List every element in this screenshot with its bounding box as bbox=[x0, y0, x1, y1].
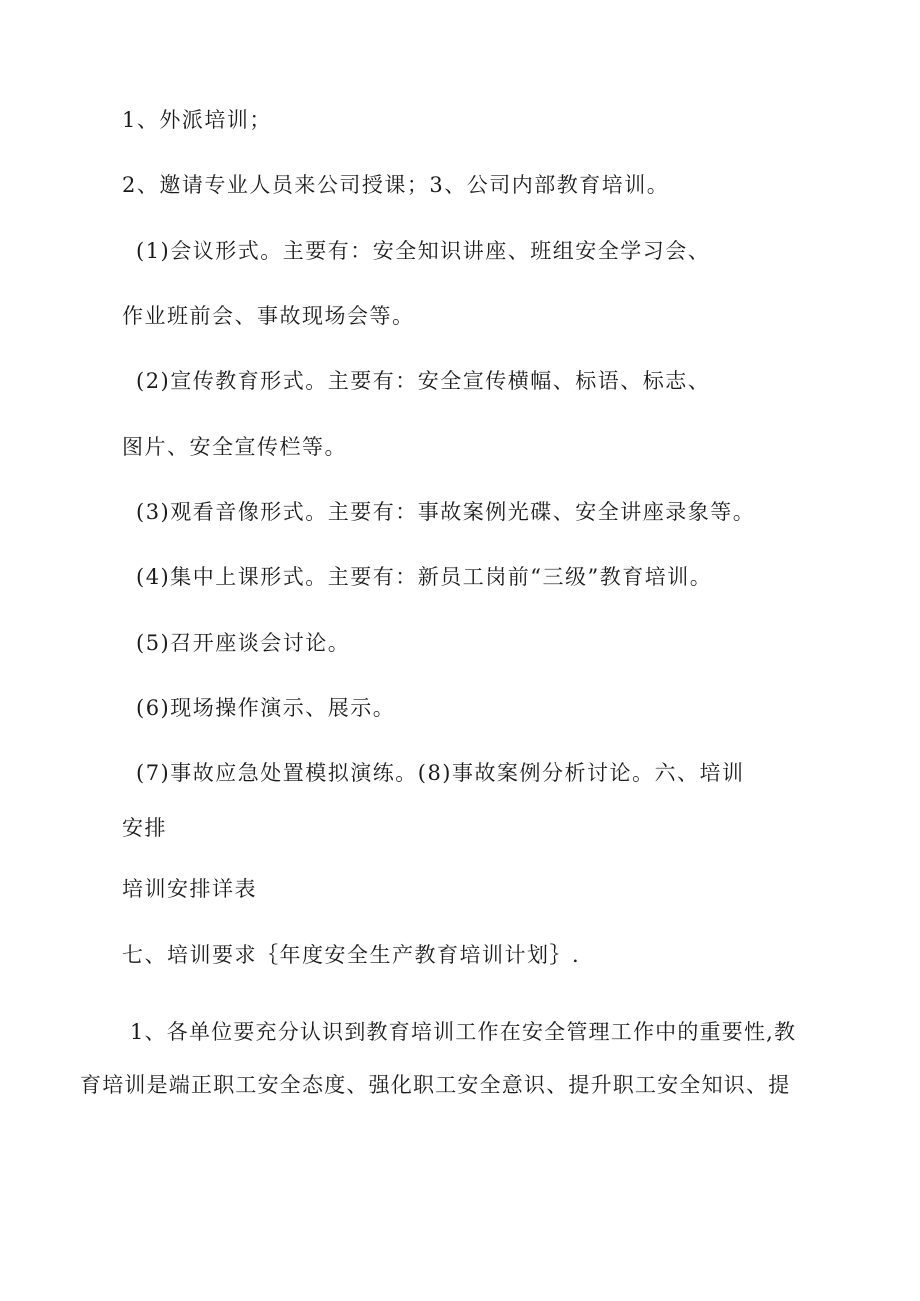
text-line-4: 作业班前会、事故现场会等。 bbox=[122, 304, 415, 328]
text-line-7: (3)观看音像形式。主要有：事故案例光碟、安全讲座录象等。 bbox=[136, 500, 756, 524]
text-line-11: (7)事故应急处置模拟演练。(8)事故案例分析讨论。六、培训 bbox=[136, 761, 745, 785]
text-line-3: (1)会议形式。主要有：安全知识讲座、班组安全学习会、 bbox=[136, 239, 711, 263]
text-line-12: 安排 bbox=[122, 816, 167, 840]
text-line-8: (4)集中上课形式。主要有：新员工岗前“三级”教育培训。 bbox=[136, 565, 713, 589]
text-line-14: 七、培训要求｛年度安全生产教育培训计划｝. bbox=[122, 943, 581, 967]
text-line-16: 育培训是端正职工安全态度、强化职工安全意识、提升职工安全知识、提 bbox=[80, 1073, 791, 1097]
text-line-9: (5)召开座谈会讨论。 bbox=[136, 631, 351, 655]
text-line-6: 图片、安全宣传栏等。 bbox=[122, 435, 347, 459]
text-line-10: (6)现场操作演示、展示。 bbox=[136, 696, 396, 720]
text-line-5: (2)宣传教育形式。主要有：安全宣传横幅、标语、标志、 bbox=[136, 369, 711, 393]
text-line-2: 2、邀请专业人员来公司授课；3、公司内部教育培训。 bbox=[122, 173, 670, 197]
text-line-1: 1、外派培训； bbox=[122, 108, 272, 132]
text-line-13: 培训安排详表 bbox=[122, 877, 257, 901]
text-line-15: 1、各单位要充分认识到教育培训工作在安全管理工作中的重要性,教 bbox=[130, 1020, 797, 1044]
